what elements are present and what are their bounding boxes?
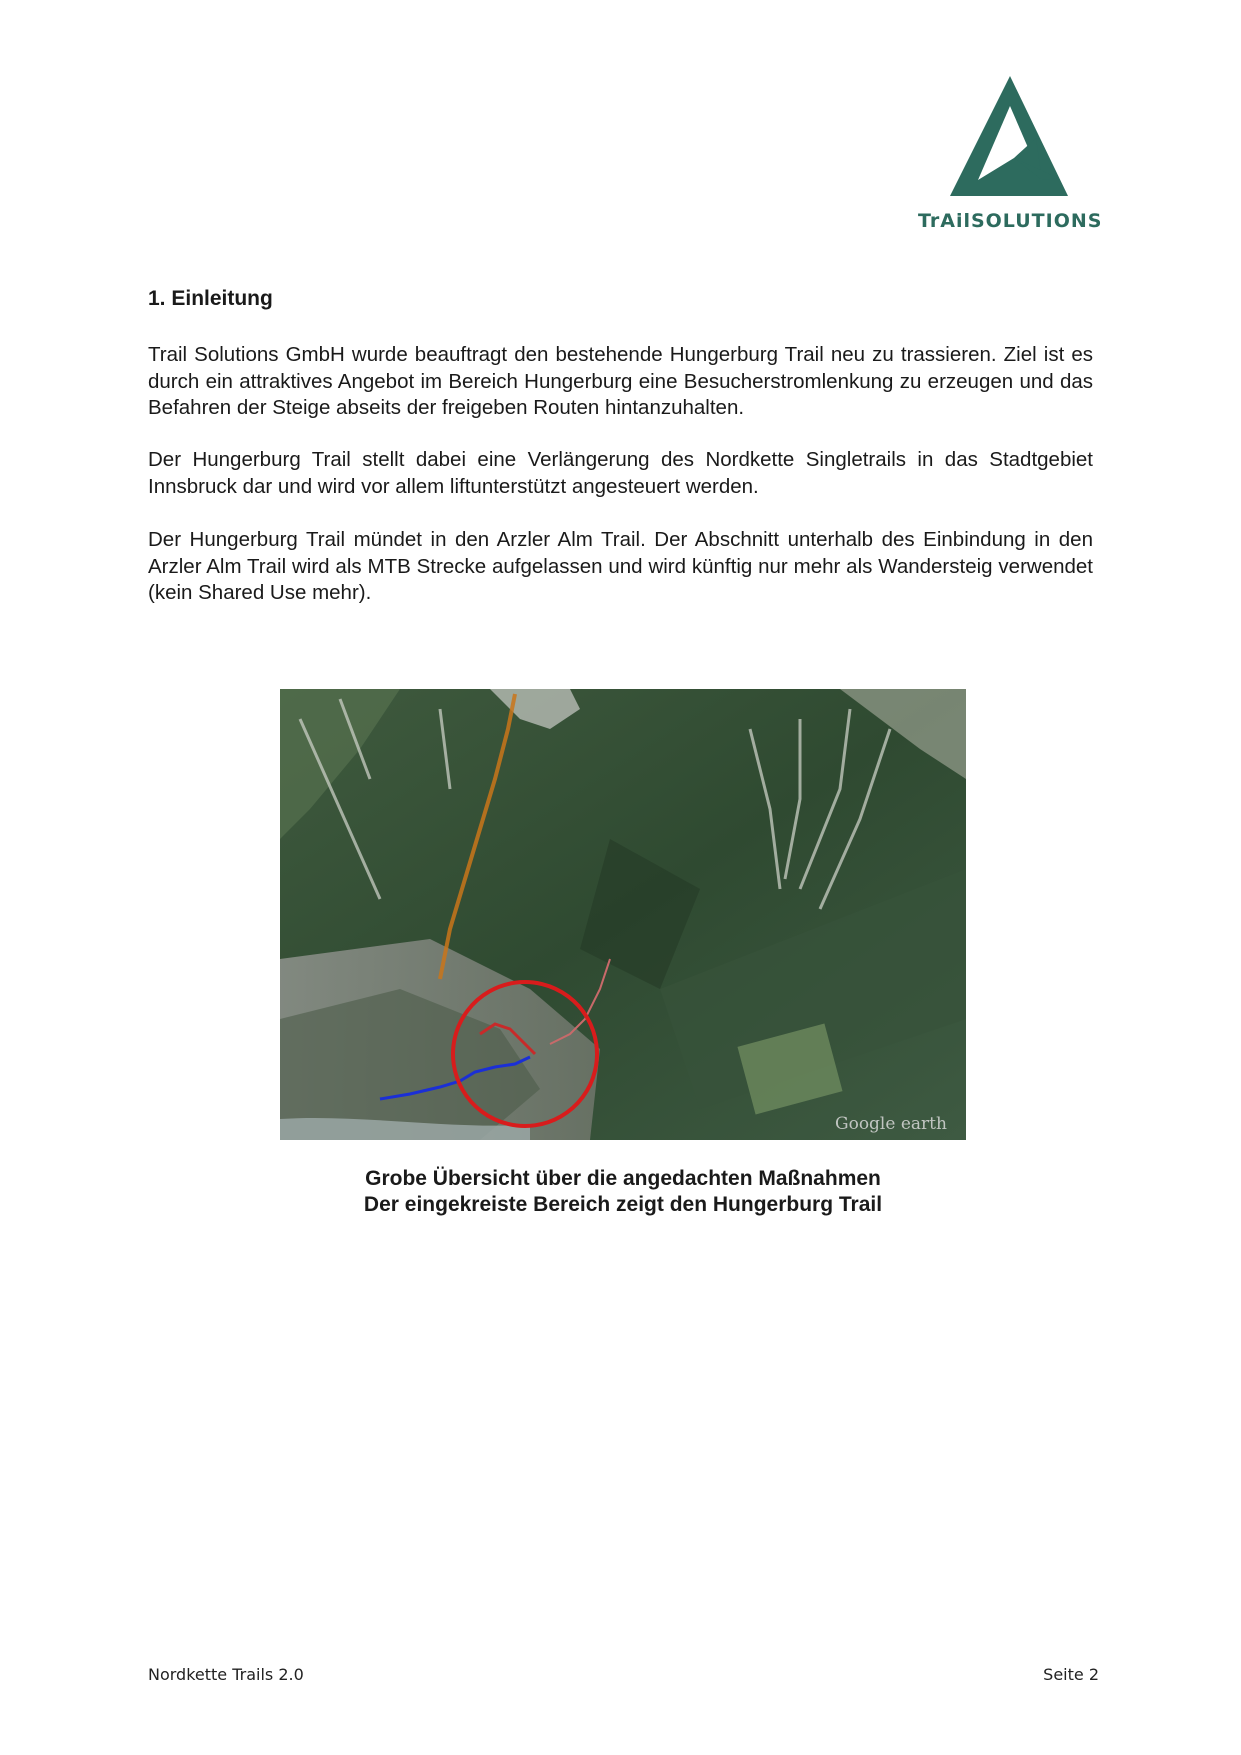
- google-earth-watermark: Google earth: [835, 1114, 947, 1134]
- footer-document-title: Nordkette Trails 2.0: [148, 1665, 304, 1684]
- footer-page-number: Seite 2: [1043, 1665, 1099, 1684]
- intro-paragraph-3: Der Hungerburg Trail mündet in den Arzler Alm Trail. Der Abschnitt unterhalb des Einbindung in den Arzler Alm Trail wird als MTB Strecke aufgelassen und wird künftig nur mehr als Wandersteig verwendet (kein Shared Use mehr).: [148, 528, 1093, 604]
- logo-triangle-icon: [918, 68, 1098, 208]
- caption-line-1: Grobe Übersicht über die angedachten Maßnahmen: [365, 1167, 881, 1190]
- company-logo: [918, 68, 1103, 238]
- logo-wordmark: TrAilSOLUTIONS: [918, 210, 1103, 232]
- caption-line-2: Der eingekreiste Bereich zeigt den Hungerburg Trail: [363, 1193, 883, 1216]
- figure-caption: [280, 1166, 966, 1218]
- intro-paragraph-2: Der Hungerburg Trail stellt dabei eine Verlängerung des Nordkette Singletrails in das Stadtgebiet Innsbruck dar und wird vor allem liftunterstützt angesteuert werden.: [148, 448, 1093, 498]
- satellite-map-image: [280, 689, 966, 1140]
- section-heading: 1. Einleitung: [148, 287, 273, 310]
- intro-paragraph-1: Trail Solutions GmbH wurde beauftragt den bestehende Hungerburg Trail neu zu trassieren. Ziel ist es durch ein attraktives Angebot im Bereich Hungerburg eine Besucherstromlenkung zu erzeugen und das Befahren der Steige abseits der freigeben Routen hintanzuhalten.: [148, 343, 1093, 419]
